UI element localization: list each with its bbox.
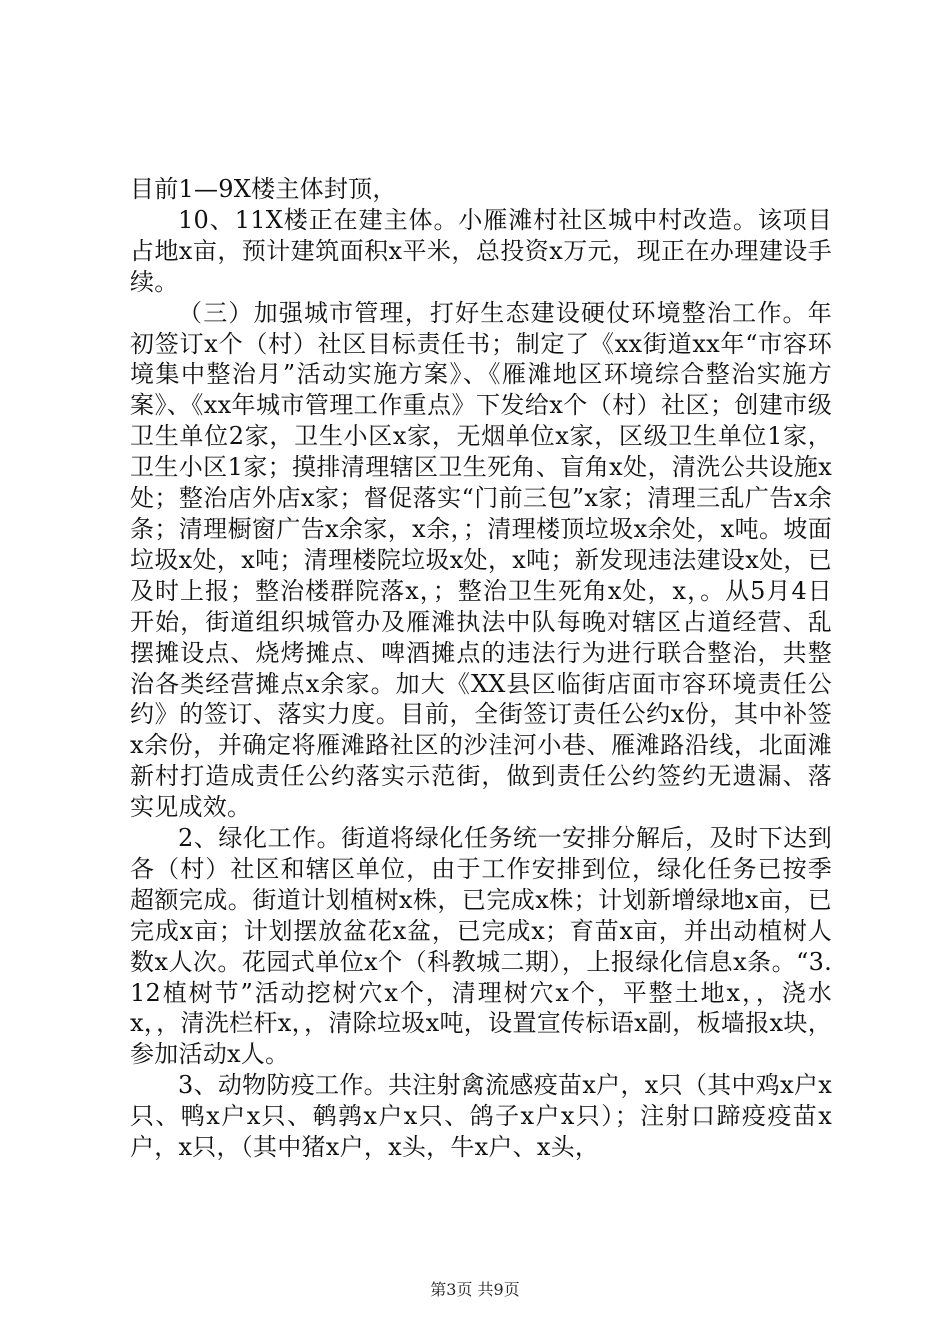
paragraph-1: 目前1—9X楼主体封顶， xyxy=(130,175,397,203)
page-number-footer: 第3页 共9页 xyxy=(430,1280,520,1299)
document-body xyxy=(130,174,832,1163)
paragraph-3: （三）加强城市管理，打好生态建设硬仗环境整治工作。年初签订x个（村）社区目标责任书；制定了《xx街道xx年“市容环境集中整治月”活动实施方案》、《雁滩地区环境综合整治实施方案》、《xx年城市管理工作重点》下发给x个（村）社区；创建市级卫生单位2家，卫生小区x家，无烟单位x家，区级卫生单位1家，卫生小区1家；摸排清理辖区卫生死角、盲角x处，清洗公共设施x处；整治店外店x家；督促落实“门前三包”x家；清理三乱广告x余条；清理橱窗广告x余家，x余，；清理楼顶垃圾x余处，x吨。坡面垃圾x处，x吨；清理楼院垃圾x处，x吨；新发现违法建设x处，已及时上报；整治楼群院落x，；整治卫生死角x处，x，。从5月4日开始，街道组织城管办及雁滩执法中队每晚对辖区占道经营、乱摆摊设点、烧烤摊点、啤酒摊点的违法行为进行联合整治，共整治各类经营摊点x余家。加大《XX县区临街店面市容环境责任公约》的签订、落实力度。目前，全街签订责任公约x份，其中补签x余份，并确定将雁滩路社区的沙洼河小巷、雁滩路沿线，北面滩新村打造成责任公约落实示范街，做到责任公约签约无遗漏、落实见成效。 xyxy=(130,298,832,822)
paragraph-4: 2、绿化工作。街道将绿化任务统一安排分解后，及时下达到各（村）社区和辖区单位，由于工作安排到位，绿化任务已按季超额完成。街道计划植树x株，已完成x株；计划新增绿地x亩，已完成x亩；计划摆放盆花x盆，已完成x；育苗x亩，并出动植树人数x人次。花园式单位x个（科教城二期），上报绿化信息x条。“3.12植树节”活动挖树穴x个，清理树穴x个，平整土地x，，浇水x，，清洗栏杆x，，清除垃圾x吨，设置宣传标语x副，板墙报x块，参加活动x人。 xyxy=(130,824,832,1069)
paragraph-2: 10、11X楼正在建主体。小雁滩村社区城中村改造。该项目占地x亩，预计建筑面积x平米，总投资x万元，现正在办理建设手续。 xyxy=(130,205,832,296)
paragraph-5: 3、动物防疫工作。共注射禽流感疫苗x户，x只（其中鸡x户x只、鸭x户x只、鹌鹑x户x只、鸽子x户x只）；注射口蹄疫疫苗x户，x只，（其中猪x户，x头，牛x户、x头， xyxy=(130,1071,832,1162)
